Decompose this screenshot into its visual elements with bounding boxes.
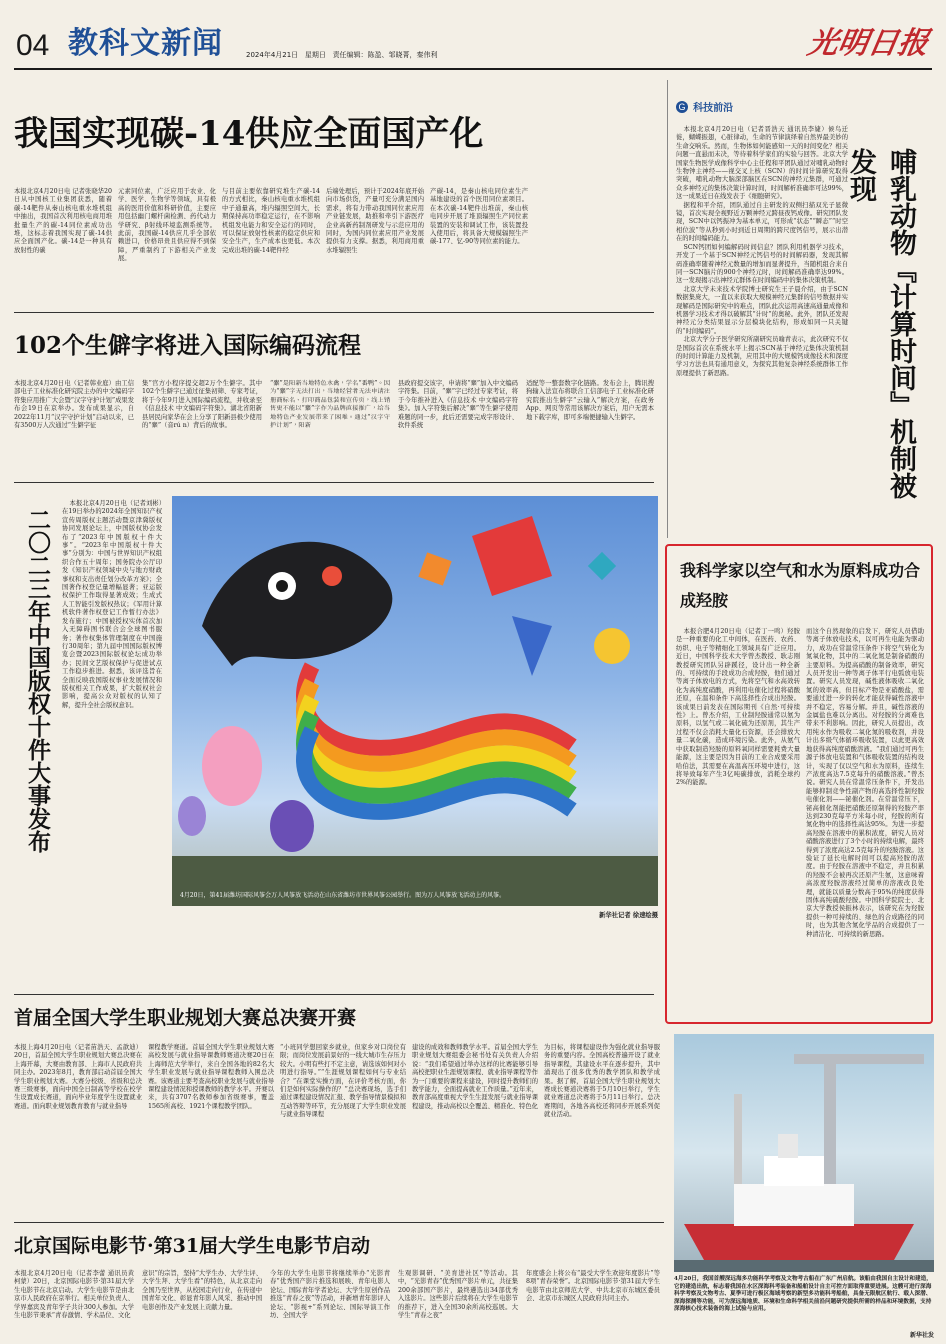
career-col-4: 建设的成效和教师教学水平。首届全国大学生职业规划大赛组委会秘书处有关负责人介绍说：“我们希望通过举办这样的比赛能够引导高校把职业生涯规划课程、就业指导课程等作为一门重要的课程来建设，同时提升教师们的教学能力，全面提高就业工作质量。”近年来，教育部高度重视大学生生涯发展与就业指导课程建设，推动高校以全覆盖、精准化、特色化 (412, 1044, 539, 1110)
ship-superstructure (734, 1184, 854, 1226)
film-col-2: 意识”的宗旨，坚持“大学生办、大学生评、大学生拜、大学生看”的特色，从北京走向全国乃至世界，从校园走向行业，在传递中国青年文化、彰显青年影人风采、推动中国电影创作及产业发展上贡献力量。 (142, 1270, 262, 1311)
film-col-1: 本报北京4月20日电（记者李蕾 通讯员黄柯蒙）20日，北京国际电影节·第31届大学生电影节在北京启动。大学生电影节是由北京市人民政府在京举行。相关单位负责人、学界嘉宾及青年学子共计300人参加。大学生电影节秉承“青春激情、学术品位、文化 (14, 1270, 134, 1320)
chars-col-1: 本报北京4月20日电（记者韩业庭）由工信部电子工业标准化研究院主办的中文编码字符集应用推广大会暨“汉字守护计划”成果发布会19日在京举办。发布成果显示，自2022年11月“汉字守护计划”启动以来，已有3500万人次通过“生僻字征 (14, 380, 134, 430)
kite-yellow-ball (594, 628, 630, 664)
carbon-col-3: 与目前主要依靠研究堆生产碳-14的方式相比，秦山核电重水堆机组中子通量高，堆内辐照空间大，长期保持高功率稳定运行，在不影响机组发电能力和安全运行的同时，可以保证放射性核素的稳定供应和安全生产，生产成本也更低。本次完成出堆的碳-14靶件经 (222, 188, 320, 254)
science-p4: 北京大学未来技术学院博士研究生王子晨介绍，由于SCN数据集庞大，一直以来获取大规模神经元集群的信号数据并实现解码是国际研究中的难点，团队此次运用高速高通量成像和机器学习技术才得以破解其“计时”的奥秘。此外，团队还发现神经元分类结果显示分层模块化结构，形成如同一只关键的“时间编码”。 (676, 285, 848, 335)
headline-mammal-time: 哺乳动物『计算时间』机制被发现 (845, 148, 916, 499)
science-front-body (676, 126, 848, 530)
chars-col-5: 适配等一整套数字化链路。发布会上，腾讯搜狗输入法宣布将联合工信部电子工业标准化研究院推出生僻字“云输入”解决方案，在政务App、网页等常用该解决方案后，用户无需本地下载字库，即可多端便捷输入生僻字。 (526, 380, 654, 421)
carbon-col-1: 本报北京4月20日电 记者张晓华20日从中国核工业集团获悉，随着碳-14靶件从秦山核电重水堆机组中抽出，我国首次利用核电商用堆批量生产的碳-14同位素成功出堆，这标志着我国实现了碳-14供应全面国产化。碳-14是一种具有放射性的碳 (14, 188, 112, 254)
kite-pink-animal (202, 726, 262, 806)
chars-col-2: 集”官方小程序提交超2万个生僻字。其中102个生僻字已通过征集初筛、专家考证，将于今年9月进入国际编码流程，并收录至《信息技术 中文编码字符集》。湖北省阳新县居民向家华在会上分享了阳新县极少使用的“𠆟”（音rú n）背后的故事。 (142, 380, 262, 430)
kite-photo-credit: 新华社记者 徐速绘摄 (599, 912, 658, 919)
science-front-text: 科技前沿 (693, 103, 734, 114)
vrule-right-top (667, 80, 668, 538)
kite-festival-photo (172, 496, 658, 906)
science-p1: 本报北京4月20日电（记者晋浩天 通讯员李婕）候鸟迁徙，蝴蝶振翅，心脏律动，生命的节律演绎着自然界最美妙的生命交响乐。然而，生物体如何能感知一天的时间变化？相关问题一直悬而未决，等待着科学家们的实验与回答。北京大学国家生物医学成像科学中心主任程和平团队通过对哺乳动物时生物钟主神经——视交叉上核（SCN）的时间计算研究取得突破，哺乳动物大脑深部脑区在SCN的神经元集群，可通过众多神经元的集体决策计算时间，时间解析准确率可达99%，这一成果近日在线发表于《细胞研究》。 (676, 126, 848, 201)
film-col-5: 年度盛会上将公布“最受大学生欢迎年度影片”等8项“青春荣誉”。北京国际电影节·第31届大学生电影节由北京师范大学、中共北京市东城区委员会、北京市东城区人民政府共同主办。 (526, 1270, 660, 1303)
headline-hydroxylamine: 我科学家以空气和水为原料成功合成羟胺 (680, 561, 921, 610)
ship-hull (684, 1224, 914, 1260)
research-ship-photo (674, 1034, 934, 1272)
film-col-3: 今年的大学生电影节将继续举办“光影青春”优秀国产影片推选和展映、青年电影人论坛、国际青年学者论坛、大学生原创作品推选“青春之夜”等活动，并新增青年影评人论坛、“影视+”系列论坛、国际导演工作坊、全国大学 (270, 1270, 390, 1320)
issue-weekday: 星期日 (304, 51, 326, 59)
science-p2: 据程和平介绍，团队通过自主研发的双侧扫描双光子显微镜，首次实现全视野近万颗神经元跨昼夜钙成像。研究团队发现，SCN中以钙振冲为基本单元，可形成“状态”“瞬态”“时空相位波”等从秒到小时到近日周期的跨尺度钙信号，展示出潜在的时间编码能力。 (676, 201, 848, 243)
masthead-rule (14, 68, 932, 70)
ship-photo-credit: 新华社发 (909, 1332, 934, 1339)
masthead (0, 0, 946, 80)
kite-red-blue (472, 516, 552, 596)
career-col-3: “小班同学想回家乡就业，但家乡对口岗位有限；而岗位发展前景好的一线大城市生存压力较大。小明有些打不定主意，请选该如何对小明进行指导。”“生涯规划课程如何与专业结合？”在课堂实操方面，在评价考核方面，你们是如何实际操作的？”总决赛现场，选手们通过课程建设情况汇报、教学指导情景模拟和互动答辩等环节，充分展现了大学生职业发展与就业指导课程 (280, 1044, 406, 1119)
headline-copyright: 二〇二三年中国版权十件大事发布 (24, 508, 51, 853)
kites-illustration (172, 496, 658, 906)
film-col-4: 生观影调研、“美育进社区”等活动。其中，“光影青春”优秀国产影片单元，共征集200余部国产影片，最终遴选出34部优秀入选影片。这些影片后续将在大学生电影节的推荐下，进入全国30余所高校巡展。大学生“青春之夜” (398, 1270, 518, 1320)
page-number: 04 (16, 29, 50, 62)
hydroxylamine-body-2: 而这个自然现象的启发下，研究人员借助等离子体放电技术，以可再生电能为驱动力，成功在常温常压条件下将空气转化为氮氧化物，其中的二氧化氮是制备硝酸的主要原料。为提高硝酸的制备效率，研究人员开发出一种等离子体平行电弧放电装置。研究人员发现，碱性液体吸收二氧化氮的效率高，但目标产物是亚硝酸盐，需要通过进一步的转化才能获得碱性溶液中并不稳定，容易分解。并且，碱性溶液的金属盐也难以分离出。对羟胺的分离难也带来不利影响。因此，研究人员提出，改用纯水作为吸收二氧化氮的吸收剂，并设计出多级气体循环吸收装置，以此更高效地获得高纯度硝酸溶液。“我们通过可再生源子体放电装置和气体吸收装置的结构设计，实现了仅以空气和水为原料，连续生产浓度高达7.5克每升的硝酸溶液。”曾杰说。研究人员在常温常压条件下，开发出能够抑制竞争性副产物的高选择性制羟胺电催化剂——铋催化剂。在常温常压下，铋高催化剂能把硝酸还原制得的羟胺产率达到230克每平方米每小时，羟胺的所有氮化物中的选择性高达95%。为进一步提高羟胺在溶液中的累积浓度，研究人员对硝酸溶液进行了3个小时的持续电解，最终得到了浓度高达2.5克每升的羟胺溶液。这验证了延长电解时间可以提高羟胺的浓度。由于羟胺在溶液中不稳定，并且积累的羟胺不会被再次还原产生氨，这意味着高浓度羟胺溶液经过简单的溶液改良处理，就能以质量分数高于95%的纯度获得固体高纯硫酸羟胺。中国科学院院士、北京大学教授侯振林表示，该研究在为羟胺提供一种可持续的、绿色的合成路径的同时，也为其他含氮化学品的合成提供了一种清洁化、可持续的新思路。 (806, 628, 924, 938)
ship-photo-caption: 4月20日，我国首艘深远海多功能科学考察及文物考古船在广东广州启航。该船由我国自主设计和建造，它的建造出航，标志着我国在水区深海科考装备和船舶设计自主可控方面取得重要进展。这艘可进行深海科学考察及文物考古、夏季可进行极区海域考察的新型多功能科考船舶，具备无限航区航行、载人深潜、深海探测等功能，可为深远海地质、环境和生命科学相关前沿问题研究提供所需的样品和环境数据，支持深海核心技术装备的海上试验与应用。 (674, 1276, 932, 1313)
carbon-col-4: 后端处理后，预计于2024年底开始向市场供货，产量可充分满足国内需求，将有力带动我国同位素应用产业链发展，助推和牵引下游医疗企业高新药制剂研发与示范应用的同时，为国内同位素应用产业发展提供有力支撑。据悉，利用商用重水堆辐照生 (326, 188, 424, 254)
crane-tower (824, 1054, 836, 1204)
issue-editors: 责任编辑：陈盈、邹晓菁，秦伟利 (332, 51, 438, 59)
rule-film (14, 1222, 664, 1223)
career-col-5: 为目标，将课程建设作为强化就业指导服务的重要内容。全国高校普遍开设了就业指导课程，其建设水平在逐步提升，其中涌现出了很多优秀的教学团队和教学成果。据了解，首届全国大学生职业规划大赛成长赛道决赛将于5月10日举行，学生就业赛道总决赛将于5月11日举行。总决赛期间，各地各高校还将同步开展系列促就业活动。 (544, 1044, 660, 1119)
kite-black-dragon (202, 542, 392, 666)
section-title: 教科文新闻 (68, 26, 223, 61)
copyright-body: 本报北京4月20日电（记者刘彬）在19日举办的2024年全国知识产权宣传周版权主题活动暨京津冀版权协同发展论坛上，中国版权协会发布了“2023年中国版权十件大事”。“2023年中国版权十件大事”分别为：中国与世界知识产权组织合作五十周年；国务院办公厅印发《知识产权领域中央与地方财政事权和支出责任划分改革方案》；全国著作权登记量增幅显著；亚运版权保护工作取得显著成效；生成式人工智能引发版权热议；《军用计算机软件著作权登记工作暂行办法》发布施行；中国被授权实体首次加入无障碍图书联合会全球图书服务；著作权集体管理制度在中国施行30周年；第九届中国国际版权博览会暨2023国际版权论坛成功举办；民间文艺版权保护与促进试点工作稳步推进。据悉，该评选旨在全面反映我国版权事业发展情况和版权相关工作成果，扩大版权社会影响，提高公众对版权的认知了解，提升全社会版权意识。 (62, 500, 162, 709)
science-front-icon: G (676, 101, 688, 113)
career-col-2: 课程教学赛道。首届全国大学生职业规划大赛高校发展与就业指导课教师赛道决赛20日在上海师范大学举行，来自全国各地的82名大学生职业发展与就业指导课程教师入围总决赛。该赛道主要考查高校职业发展与就业指导课程建设情况和授课教师的教学水平。开赛以来，共有3707名教师参加省级赛事，覆盖1565所高校、1921个课程教学团队。 (148, 1044, 274, 1110)
science-p3: SCN钙团如何编解码时间信息？团队利用机器学习技术，开发了一个基于SCN神经元钙信号的时间解码器，发现其解码准确率随着神经元数量的增加而显著提升，当随机组合来自同一SCN脑片的900个神经元时，时间解码准确率达99%。这一发现揭示出神经元群体在时间编码中的集体决策机制。 (676, 243, 848, 285)
headline-film-festival: 北京国际电影节·第31届大学生电影节启动 (14, 1235, 371, 1257)
newspaper-logo: 光明日报 (805, 26, 932, 61)
rule-career (14, 994, 654, 995)
ship-illustration (674, 1034, 934, 1272)
kite-orange-box (418, 552, 451, 585)
chars-col-3: “𠆟”是阳新当地特色水禽，学名“番鸭”。因为“𠆟”字无法打出，当地经营者无法申请注册商标名、打印商品包装和宣传页，线上销售更不能以“𠆟”字作为品牌直接推广，给当地特色产业发展带来了困难。通过“汉字守护计划”，阳新 (270, 380, 390, 430)
headline-career: 首届全国大学生职业规划大赛总决赛开赛 (14, 1007, 357, 1029)
issue-date: 2024年4月21日 (246, 51, 299, 59)
headline-carbon: 我国实现碳-14供应全面国产化 (14, 114, 484, 154)
rule-chars (14, 482, 654, 483)
rule-carbon (14, 312, 654, 313)
carbon-col-5: 产碳-14，是秦山核电同位素生产基地建设的首个医用同位素项目。在本次碳-14靶件出堆前，秦山核电同步开展了堆顶辐照生产同位素装置的安装和调试工作，该装置投入使用后，将具备大规模辐照生产碳-177、钇-90等同位素的能力。 (430, 188, 528, 246)
chars-col-4: 县政府提交该字，申请将“𠆟”加入中文编码字符集。目前，“𠆟”字已经过专家考证，将于今年推补进入《信息技术 中文编码字符集》。加入字符集后解决“𠆟”等生僻字使用难题的同一步，此后还需要完成字形设计、软件系统 (398, 380, 518, 430)
issue-info (246, 50, 686, 60)
science-front-label (676, 96, 766, 114)
career-col-1: 本报上海4月20日电（记者苗浩天、孟歆迪）20日，首届全国大学生职业规划大赛总决赛在上海开幕，大赛由教育部、上海市人民政府共同主办。2023年8月，教育部启动首届全国大学生职业规划大赛。大赛分校级、省级和总决赛三级赛事，面向中国全日制高等学校在校学生设置成长赛道，面向毕业年度学生设置就业赛道。面向职业规划教育教育与就业指导 (14, 1044, 142, 1110)
hydroxylamine-body: 本报合肥4月20日电（记者丁一鸣）羟胺是一种重要的化工中间体，在医药、农药、纺织、电子等精细化工领域具有广泛应用。近日，中国科学技术大学曾杰教授、耿志刚教授研究团队另辟蹊径，设计出一种全新的、可持续的手段成功合成羟胺，他们通过等离子体放电的方式，先将空气和水高效转化为高纯度硝酸，再利用电催化过程将硝酸还原，在温和条件下高选择性合成出羟胺。该成果日前发表在国际期刊《自然·可持续性》上。曾杰介绍，工业制羟胺通常以氨为原料，以氢气或二氧化硫为还原剂，其生产过程不仅会消耗大量化石资源，还会排放大量二氧化碳，造成环境污染。此外，从氨气中获取制造羟胺的原料氧同样需要耗费大量能源，这主要是因为目前的工业合成要采用哈伯法，其需要在高温高压环境中进行，这将导致每年产生3亿吨碳排放，消耗全球约2%的能源。 (676, 628, 800, 787)
carbon-col-2: 元素同位素，广泛应用于农业、化学、医学、生物学等领域，具有极高的医用价值和科研价值，主要应用包括幽门螺杆菌检测、药代动力学研究、β射线环境监测系统等。此前，我国碳-14供应几乎全部依赖进口，价格昂贵且供应得不到保障，严重制约了下游相关产业发展。 (118, 188, 216, 263)
kite-photo-caption: 4月20日，第41届潍坊国际风筝会万人风筝放飞活动在山东省潍坊市世界风筝公园举行。图为万人风筝放飞活动上的风筝。 (180, 892, 506, 899)
science-p5: 北京大学分子医学研究所副研究员喻青表示，此次研究不仅是国际首次在系统水平上揭示SCN基于神经元集体决策机制的时间计算能力及机制，应用其中的大规模钙成像技术和深度学习方法也具有通用意义，为探究其他复杂神经系统群体工作原理提供了新思路。 (676, 336, 848, 377)
headline-rare-chars: 102个生僻字将进入国际编码流程 (14, 332, 362, 359)
